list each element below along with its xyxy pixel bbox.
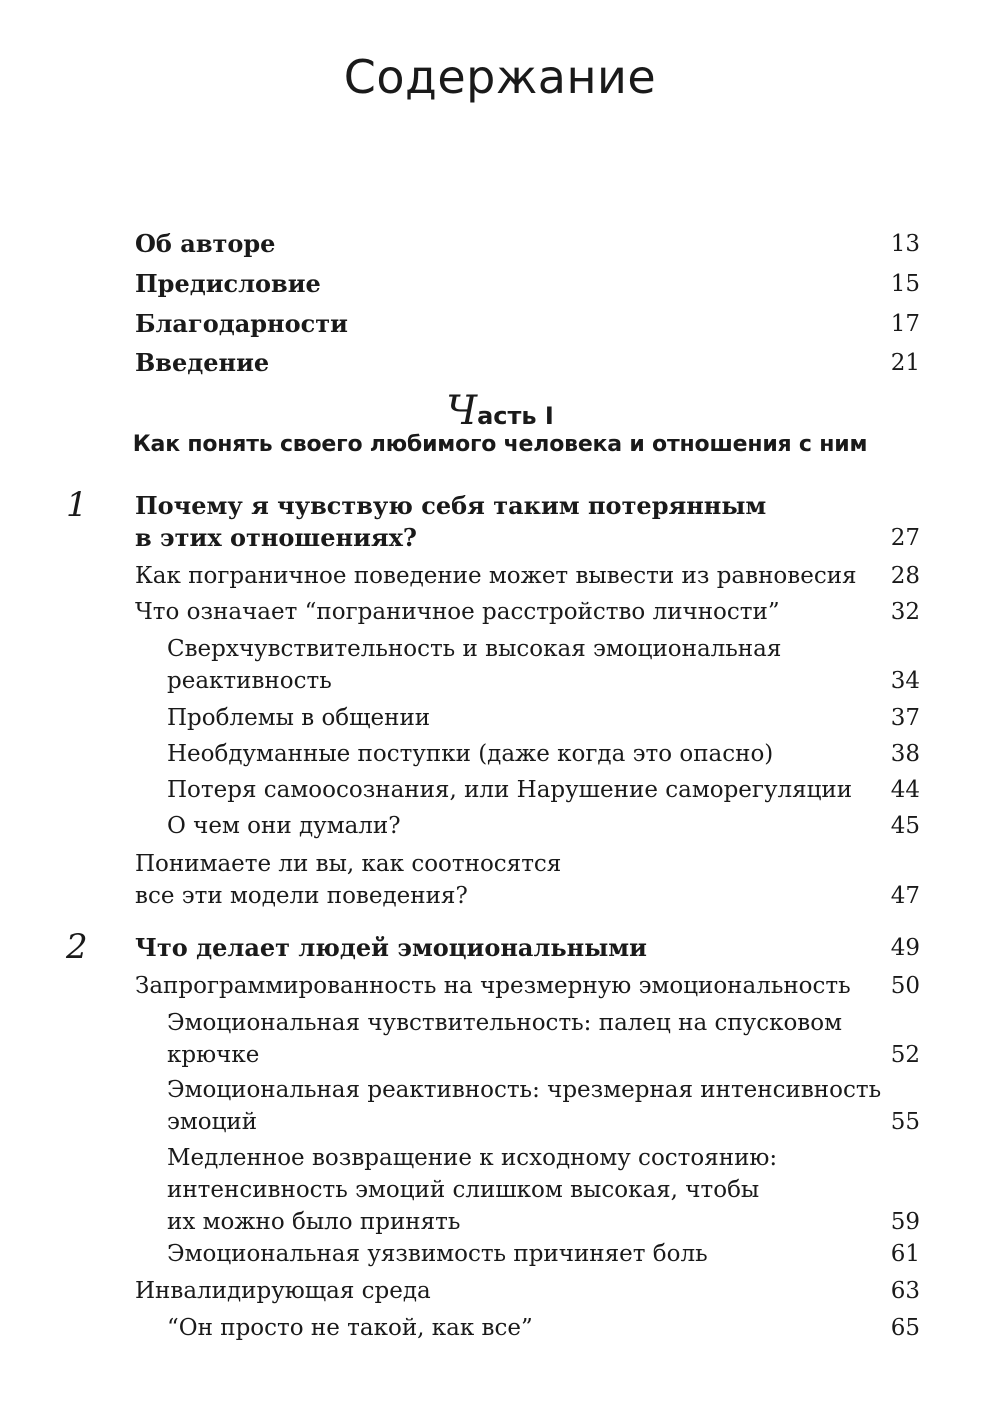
chapter-title-line: Что делает людей эмоциональными [135,933,647,962]
toc-entry-page: 50 [890,973,920,999]
toc-entry-label: О чем они думали? [167,813,401,839]
toc-entry-page: 55 [890,1109,920,1135]
toc-entry-page: 44 [890,777,920,803]
toc-entry-label: Что означает “пограничное расстройство личности” [135,599,780,625]
toc-entry-label: реактивность [167,668,332,694]
toc-entry-label: крючке [167,1042,260,1068]
chapter-number: 1 [66,485,88,525]
toc-entry-page: 63 [890,1278,920,1304]
toc-entry-label: Благодарности [135,309,348,338]
toc-entry-label: Об авторе [135,229,276,258]
toc-entry-page: 15 [890,271,920,297]
toc-entry-label: Медленное возвращение к исходному состоянию: [167,1145,778,1171]
toc-entry-page: 32 [890,599,920,625]
part-prefix: Ч [446,388,478,434]
toc-entry-label: Эмоциональная чувствительность: палец на спусковом [167,1010,842,1036]
chapter-title-line: в этих отношениях? [135,523,417,552]
chapter-number: 2 [66,927,88,967]
toc-entry-label: Проблемы в общении [167,705,431,731]
toc-entry-page: 17 [890,311,920,337]
chapter-title-line: Почему я чувствую себя таким потерянным [135,491,767,520]
toc-entry-page: 47 [890,883,920,909]
part-title: Как понять своего любимого человека и отношения с ним [132,432,868,457]
toc-entry-page: 21 [890,350,920,376]
toc-entry-label: Необдуманные поступки (даже когда это опасно) [167,741,774,767]
chapter-page: 49 [890,935,920,961]
toc-entry-label: Предисловие [135,269,321,298]
toc-entry-page: 59 [890,1209,920,1235]
toc-entry-page: 61 [890,1241,920,1267]
toc-entry-label: Эмоциональная реактивность: чрезмерная интенсивность [167,1077,882,1103]
chapter-page: 27 [890,525,920,551]
page-title: Содержание [343,50,657,104]
toc-entry-label: Введение [135,348,270,377]
toc-entry-page: 38 [890,741,920,767]
toc-entry-page: 65 [890,1315,920,1341]
toc-entry-page: 37 [890,705,920,731]
part-label: асть I [477,402,554,430]
toc-entry-page: 28 [890,563,920,589]
toc-entry-label: Как пограничное поведение может вывести из равновесия [135,563,857,589]
toc-entry-page: 13 [890,231,920,257]
toc-entry-label: “Он просто не такой, как все” [167,1315,533,1341]
toc-entry-label: Понимаете ли вы, как соотносятся [135,851,562,877]
toc-entry-label: Запрограммированность на чрезмерную эмоциональность [135,973,851,999]
toc-entry-label: Эмоциональная уязвимость причиняет боль [167,1241,708,1267]
toc-entry-label: их можно было принять [167,1209,461,1235]
part-heading [0,388,1000,434]
toc-entry-page: 34 [890,668,920,694]
toc-entry-label: Потеря самоосознания, или Нарушение саморегуляции [167,777,853,803]
toc-entry-page: 45 [890,813,920,839]
toc-entry-label: Инвалидирующая среда [135,1278,431,1304]
toc-entry-label: эмоций [167,1109,258,1135]
toc-entry-label: все эти модели поведения? [135,883,468,909]
toc-entry-page: 52 [890,1042,920,1068]
toc-entry-label: Сверхчувствительность и высокая эмоциональная [167,636,782,662]
toc-entry-label: интенсивность эмоций слишком высокая, чтобы [167,1177,760,1203]
